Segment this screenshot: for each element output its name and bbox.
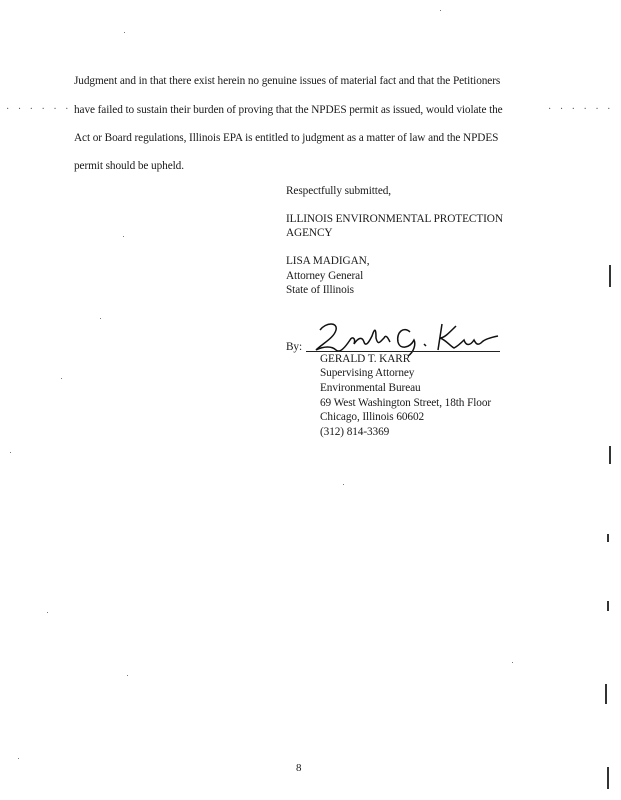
by-label: By: <box>286 341 303 353</box>
signatory-phone: (312) 814-3369 <box>320 426 390 438</box>
scan-speck <box>124 32 125 33</box>
agency-name-line-2: AGENCY <box>286 227 333 239</box>
signatory-bureau: Environmental Bureau <box>320 382 421 394</box>
scan-speck <box>10 452 11 453</box>
scan-speck <box>100 318 101 319</box>
body-line-2: have failed to sustain their burden of proving that the NPDES permit as issued, would violate the <box>74 104 503 116</box>
scan-speck <box>127 675 128 676</box>
scan-artifact-dots-left: · · · · · · <box>6 104 72 115</box>
body-line-4: permit should be upheld. <box>74 160 184 172</box>
scan-speck <box>123 236 124 237</box>
scan-speck <box>47 612 48 613</box>
scan-edge-mark <box>609 446 611 464</box>
scan-speck <box>512 662 513 663</box>
attorney-general-name: LISA MADIGAN, <box>286 255 370 267</box>
agency-name-line-1: ILLINOIS ENVIRONMENTAL PROTECTION <box>286 213 503 225</box>
scan-speck <box>18 758 19 759</box>
signature-line <box>306 351 500 352</box>
scan-edge-mark <box>607 767 609 789</box>
body-line-3: Act or Board regulations, Illinois EPA is entitled to judgment as a matter of law and the NPDES <box>74 132 499 144</box>
page-number: 8 <box>296 762 302 774</box>
scan-edge-mark <box>609 265 611 287</box>
scan-speck <box>61 378 62 379</box>
scan-artifact-dots-right: · · · · · · <box>548 104 614 115</box>
body-line-1: Judgment and in that there exist herein no genuine issues of material fact and that the Petitioners <box>74 75 501 87</box>
scan-speck <box>440 10 441 11</box>
scan-speck <box>343 484 344 485</box>
signatory-title: Supervising Attorney <box>320 367 415 379</box>
signatory-address-1: 69 West Washington Street, 18th Floor <box>320 397 492 409</box>
signatory-name: GERALD T. KARR <box>320 353 411 365</box>
scan-edge-mark <box>607 601 609 611</box>
respectfully-submitted: Respectfully submitted, <box>286 185 392 197</box>
attorney-general-state: State of Illinois <box>286 284 354 296</box>
scan-edge-mark <box>607 534 609 542</box>
scan-edge-mark <box>605 684 607 704</box>
signatory-address-2: Chicago, Illinois 60602 <box>320 411 425 423</box>
attorney-general-title: Attorney General <box>286 270 364 282</box>
